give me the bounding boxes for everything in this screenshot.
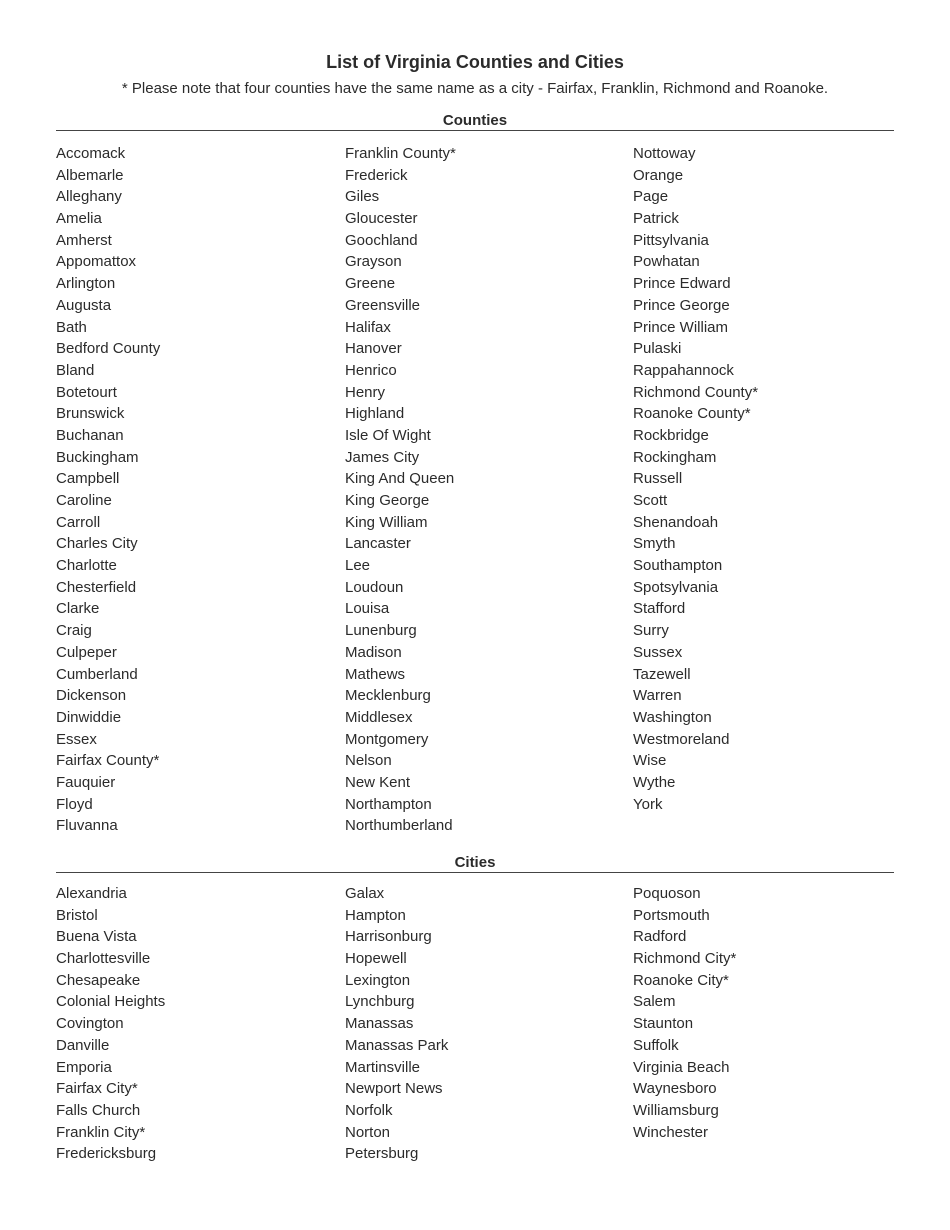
- county-name: Buckingham: [56, 448, 139, 466]
- county-name: Greene: [345, 275, 396, 293]
- county-name: King William: [345, 513, 428, 531]
- cities-column-1: [56, 883, 165, 1165]
- county-name: Pittsylvania: [633, 231, 709, 249]
- county-name: Prince Edward: [633, 275, 731, 293]
- city-name: Colonial Heights: [56, 993, 166, 1011]
- county-name: Botetourt: [56, 383, 117, 401]
- county-name: Surry: [633, 622, 669, 640]
- county-name: Chesterfield: [56, 578, 137, 596]
- county-name: Lunenburg: [345, 622, 417, 640]
- counties-heading: Counties: [442, 112, 508, 129]
- city-name: Roanoke City*: [633, 971, 729, 989]
- counties-divider: [56, 130, 894, 131]
- city-name: Newport News: [345, 1080, 443, 1098]
- county-name: Appomattox: [56, 253, 137, 271]
- city-name: Danville: [56, 1036, 110, 1054]
- county-name: Rappahannock: [633, 361, 734, 379]
- county-name: Alleghany: [56, 188, 122, 206]
- county-name: Dinwiddie: [56, 708, 122, 726]
- city-name: Manassas: [345, 1015, 414, 1033]
- county-name: Charlotte: [56, 557, 117, 575]
- city-name: Fairfax City*: [56, 1080, 138, 1098]
- county-name: Isle Of Wight: [345, 426, 431, 444]
- county-name: James City: [345, 448, 420, 466]
- page-title: List of Virginia Counties and Cities: [326, 52, 624, 72]
- city-name: Portsmouth: [633, 906, 710, 924]
- county-name: Loudoun: [345, 578, 404, 596]
- cities-column-2: [345, 883, 448, 1165]
- county-name: Essex: [56, 730, 97, 748]
- county-name: Montgomery: [345, 730, 429, 748]
- county-name: Mathews: [345, 665, 406, 683]
- county-name: Tazewell: [633, 665, 691, 683]
- county-name: Richmond County*: [633, 383, 759, 401]
- county-name: Arlington: [56, 275, 116, 293]
- county-name: Prince George: [633, 296, 730, 314]
- county-name: Madison: [345, 643, 402, 661]
- city-name: Bristol: [56, 906, 98, 924]
- county-name: Goochland: [345, 231, 418, 249]
- county-name: Amelia: [56, 210, 102, 228]
- county-name: Albemarle: [56, 166, 124, 184]
- county-name: Cumberland: [56, 665, 138, 683]
- city-name: Alexandria: [56, 885, 127, 902]
- county-name: Accomack: [56, 145, 126, 162]
- county-name: Prince William: [633, 318, 729, 336]
- city-name: Williamsburg: [633, 1101, 719, 1119]
- city-name: Suffolk: [633, 1036, 679, 1054]
- city-name: Winchester: [633, 1123, 709, 1141]
- county-name: Orange: [633, 166, 684, 184]
- county-name: Scott: [633, 492, 668, 509]
- county-name: Dickenson: [56, 687, 127, 705]
- county-name: Stafford: [633, 600, 686, 618]
- city-name: Staunton: [633, 1015, 694, 1033]
- county-name: Warren: [633, 687, 682, 705]
- city-name: Martinsville: [345, 1058, 421, 1076]
- city-name: Virginia Beach: [633, 1058, 730, 1076]
- county-name: King And Queen: [345, 470, 455, 488]
- county-name: Henrico: [345, 361, 397, 379]
- county-name: Rockbridge: [633, 426, 709, 444]
- county-name: Lancaster: [345, 535, 411, 553]
- cities-divider: [56, 872, 894, 873]
- city-name: Hopewell: [345, 950, 407, 968]
- county-name: Giles: [345, 188, 380, 206]
- county-name: Campbell: [56, 470, 120, 488]
- county-name: Mecklenburg: [345, 687, 431, 705]
- city-name: Norfolk: [345, 1101, 393, 1119]
- county-name: Carroll: [56, 513, 101, 531]
- city-name: Lexington: [345, 971, 411, 989]
- county-name: Culpeper: [56, 643, 117, 661]
- county-name: Spotsylvania: [633, 578, 719, 596]
- county-name: Louisa: [345, 600, 390, 618]
- county-name: Bath: [56, 318, 87, 336]
- county-name: Nottoway: [633, 145, 696, 162]
- city-name: Radford: [633, 928, 687, 946]
- city-name: Lynchburg: [345, 993, 415, 1011]
- county-name: Page: [633, 188, 669, 206]
- county-name: Franklin County*: [345, 145, 456, 162]
- cities-heading: Cities: [454, 854, 496, 871]
- city-name: Falls Church: [56, 1101, 141, 1119]
- county-name: Westmoreland: [633, 730, 730, 748]
- city-name: Waynesboro: [633, 1080, 717, 1098]
- county-name: Highland: [345, 405, 405, 423]
- county-name: Buchanan: [56, 426, 124, 444]
- county-name: Northumberland: [345, 817, 453, 835]
- city-name: Emporia: [56, 1058, 112, 1076]
- county-name: York: [633, 795, 663, 813]
- county-name: Pulaski: [633, 340, 682, 358]
- city-name: Fredericksburg: [56, 1145, 157, 1163]
- county-name: Fluvanna: [56, 817, 118, 835]
- county-name: Fauquier: [56, 773, 116, 791]
- counties-column-2: [345, 143, 456, 837]
- county-name: Shenandoah: [633, 513, 719, 531]
- county-name: Fairfax County*: [56, 752, 160, 770]
- county-name: Washington: [633, 708, 712, 726]
- city-name: Poquoson: [633, 885, 701, 902]
- county-name: Wise: [633, 752, 667, 770]
- county-name: Greensville: [345, 296, 421, 314]
- county-name: Frederick: [345, 166, 408, 184]
- county-name: Wythe: [633, 773, 676, 791]
- city-name: Chesapeake: [56, 971, 141, 989]
- city-name: Petersburg: [345, 1145, 419, 1163]
- county-name: Henry: [345, 383, 386, 401]
- county-name: Smyth: [633, 535, 676, 553]
- county-name: Gloucester: [345, 210, 418, 228]
- county-name: Halifax: [345, 318, 391, 336]
- county-name: Augusta: [56, 296, 112, 314]
- city-name: Hampton: [345, 906, 406, 924]
- city-name: Richmond City*: [633, 950, 737, 968]
- counties-column-1: [56, 143, 160, 837]
- cities-column-3: [633, 883, 736, 1143]
- footnote-note: * Please note that four counties have the same name as a city - Fairfax, Franklin, Richmond and Roanoke.: [121, 80, 829, 97]
- county-name: Bedford County: [56, 340, 161, 358]
- county-name: Patrick: [633, 210, 679, 228]
- county-name: Southampton: [633, 557, 723, 575]
- city-name: Franklin City*: [56, 1123, 146, 1141]
- county-name: Hanover: [345, 340, 402, 358]
- county-name: Clarke: [56, 600, 100, 618]
- city-name: Salem: [633, 993, 676, 1011]
- counties-column-3: [633, 143, 758, 815]
- county-name: King George: [345, 492, 430, 509]
- county-name: Caroline: [56, 492, 112, 509]
- county-name: Middlesex: [345, 708, 413, 726]
- county-name: Brunswick: [56, 405, 125, 423]
- county-name: Rockingham: [633, 448, 717, 466]
- county-name: Lee: [345, 557, 371, 575]
- city-name: Norton: [345, 1123, 391, 1141]
- county-name: Charles City: [56, 535, 138, 553]
- city-name: Harrisonburg: [345, 928, 432, 946]
- county-name: Northampton: [345, 795, 432, 813]
- city-name: Covington: [56, 1015, 124, 1033]
- city-name: Galax: [345, 885, 385, 902]
- county-name: New Kent: [345, 773, 411, 791]
- city-name: Buena Vista: [56, 928, 137, 946]
- city-name: Manassas Park: [345, 1036, 449, 1054]
- county-name: Grayson: [345, 253, 402, 271]
- county-name: Nelson: [345, 752, 392, 770]
- county-name: Amherst: [56, 231, 112, 249]
- county-name: Powhatan: [633, 253, 700, 271]
- county-name: Russell: [633, 470, 683, 488]
- county-name: Roanoke County*: [633, 405, 751, 423]
- county-name: Bland: [56, 361, 95, 379]
- county-name: Floyd: [56, 795, 93, 813]
- county-name: Craig: [56, 622, 92, 640]
- city-name: Charlottesville: [56, 950, 151, 968]
- county-name: Sussex: [633, 643, 683, 661]
